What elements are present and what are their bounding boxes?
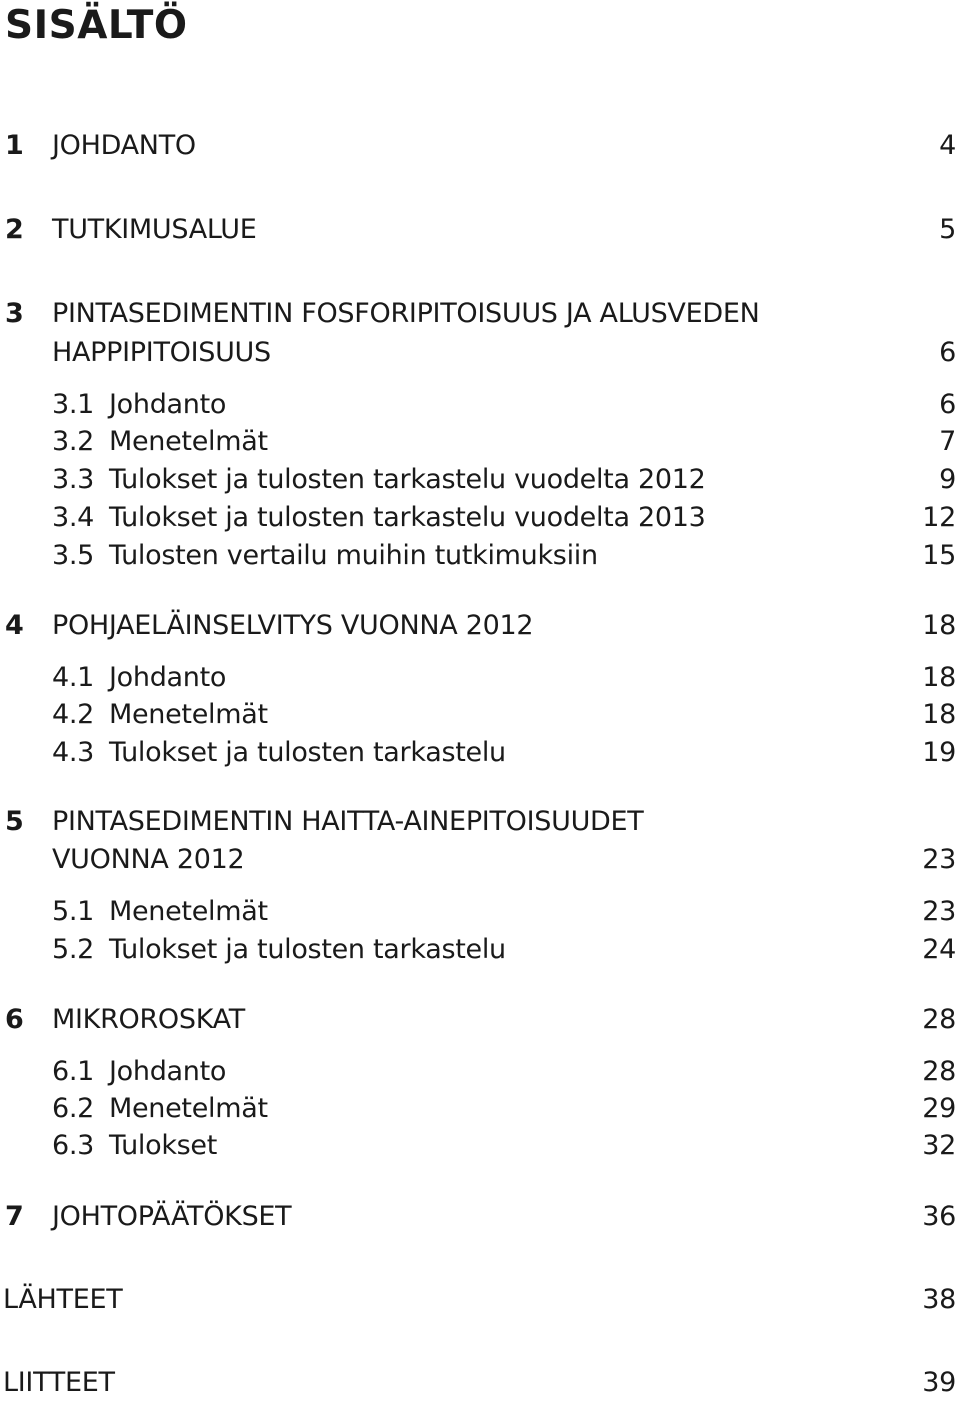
page-number: 4 [939, 130, 956, 161]
page-number: 24 [922, 934, 956, 965]
page-number: 23 [922, 896, 956, 927]
section-title: Tulokset ja tulosten tarkastelu vuodelta 2013 [109, 502, 706, 533]
chapter-number: 6 [5, 1004, 24, 1035]
chapter-title-line-2: VUONNA 2012 [52, 844, 245, 875]
section-title: Tulokset ja tulosten tarkastelu vuodelta 2012 [109, 464, 706, 495]
page-title: SISÄLTÖ [5, 3, 188, 48]
chapter-title-line-2: HAPPIPITOISUUS [52, 337, 271, 368]
chapter-number: 1 [5, 130, 24, 161]
section-number: 3.2 [52, 426, 95, 457]
section-title: Menetelmät [109, 426, 268, 457]
chapter-title: POHJAELÄINSELVITYS VUONNA 2012 [52, 610, 534, 641]
section-number: 6.3 [52, 1130, 95, 1161]
toc-chapter-1[interactable] [0, 127, 960, 165]
toc-section-3-1[interactable] [0, 386, 960, 424]
page-number: 23 [922, 844, 956, 875]
page-number: 6 [939, 389, 956, 420]
section-number: 5.2 [52, 934, 95, 965]
page-number: 18 [922, 610, 956, 641]
chapter-title-line-1: PINTASEDIMENTIN FOSFORIPITOISUUS JA ALUSVEDEN [52, 298, 760, 329]
chapter-title: JOHDANTO [52, 130, 196, 161]
page-number: 19 [922, 737, 956, 768]
section-number: 4.3 [52, 737, 95, 768]
section-number: 3.4 [52, 502, 95, 533]
toc-section-6-1[interactable] [0, 1053, 960, 1091]
page-number: 28 [922, 1056, 956, 1087]
chapter-number: 3 [5, 298, 24, 329]
toc-section-4-1[interactable] [0, 659, 960, 697]
toc-references[interactable] [0, 1281, 960, 1319]
chapter-number: 4 [5, 610, 24, 641]
section-title: Menetelmät [109, 699, 268, 730]
page-number: 9 [939, 464, 956, 495]
toc-section-3-5[interactable] [0, 537, 960, 575]
page-number: 32 [922, 1130, 956, 1161]
section-title: Tulokset ja tulosten tarkastelu [109, 934, 506, 965]
toc-section-3-4[interactable] [0, 499, 960, 537]
page-number: 38 [922, 1284, 956, 1315]
toc-section-5-2[interactable] [0, 931, 960, 969]
toc-chapter-3-continued[interactable] [0, 334, 960, 372]
chapter-title: MIKROROSKAT [52, 1004, 245, 1035]
chapter-title: TUTKIMUSALUE [52, 214, 257, 245]
section-number: 4.1 [52, 662, 95, 693]
toc-section-6-3[interactable] [0, 1127, 960, 1165]
chapter-title-line-1: PINTASEDIMENTIN HAITTA-AINEPITOISUUDET [52, 806, 644, 837]
chapter-number: 2 [5, 214, 24, 245]
page-number: 36 [922, 1201, 956, 1232]
toc-chapter-5[interactable] [0, 803, 960, 841]
section-title: Johdanto [109, 1056, 227, 1087]
section-title: Johdanto [109, 389, 227, 420]
page-number: 12 [922, 502, 956, 533]
page-number: 5 [939, 214, 956, 245]
section-number: 5.1 [52, 896, 95, 927]
page-number: 39 [922, 1367, 956, 1398]
toc-section-3-3[interactable] [0, 461, 960, 499]
toc-chapter-4[interactable] [0, 607, 960, 645]
section-title: Menetelmät [109, 1093, 268, 1124]
appendices-title: LIITTEET [3, 1367, 115, 1398]
toc-chapter-3[interactable] [0, 295, 960, 333]
page-number: 29 [922, 1093, 956, 1124]
toc-section-4-2[interactable] [0, 696, 960, 734]
toc-section-3-2[interactable] [0, 423, 960, 461]
section-title: Menetelmät [109, 896, 268, 927]
section-number: 6.2 [52, 1093, 95, 1124]
section-number: 3.5 [52, 540, 95, 571]
toc-section-5-1[interactable] [0, 893, 960, 931]
section-title: Johdanto [109, 662, 227, 693]
page-number: 18 [922, 662, 956, 693]
references-title: LÄHTEET [3, 1284, 123, 1315]
chapter-number: 5 [5, 806, 24, 837]
toc-chapter-5-continued[interactable] [0, 841, 960, 879]
page-number: 15 [922, 540, 956, 571]
section-title: Tulokset ja tulosten tarkastelu [109, 737, 506, 768]
toc-appendices[interactable] [0, 1364, 960, 1402]
toc-chapter-2[interactable] [0, 211, 960, 249]
page-number: 18 [922, 699, 956, 730]
section-title: Tulosten vertailu muihin tutkimuksiin [109, 540, 598, 571]
toc-section-6-2[interactable] [0, 1090, 960, 1128]
page-number: 6 [939, 337, 956, 368]
toc-chapter-7[interactable] [0, 1198, 960, 1236]
section-number: 3.3 [52, 464, 95, 495]
page-number: 7 [939, 426, 956, 457]
section-number: 4.2 [52, 699, 95, 730]
section-title: Tulokset [109, 1130, 218, 1161]
toc-section-4-3[interactable] [0, 734, 960, 772]
chapter-number: 7 [5, 1201, 24, 1232]
section-number: 6.1 [52, 1056, 95, 1087]
chapter-title: JOHTOPÄÄTÖKSET [52, 1201, 292, 1232]
section-number: 3.1 [52, 389, 95, 420]
page-number: 28 [922, 1004, 956, 1035]
toc-chapter-6[interactable] [0, 1001, 960, 1039]
